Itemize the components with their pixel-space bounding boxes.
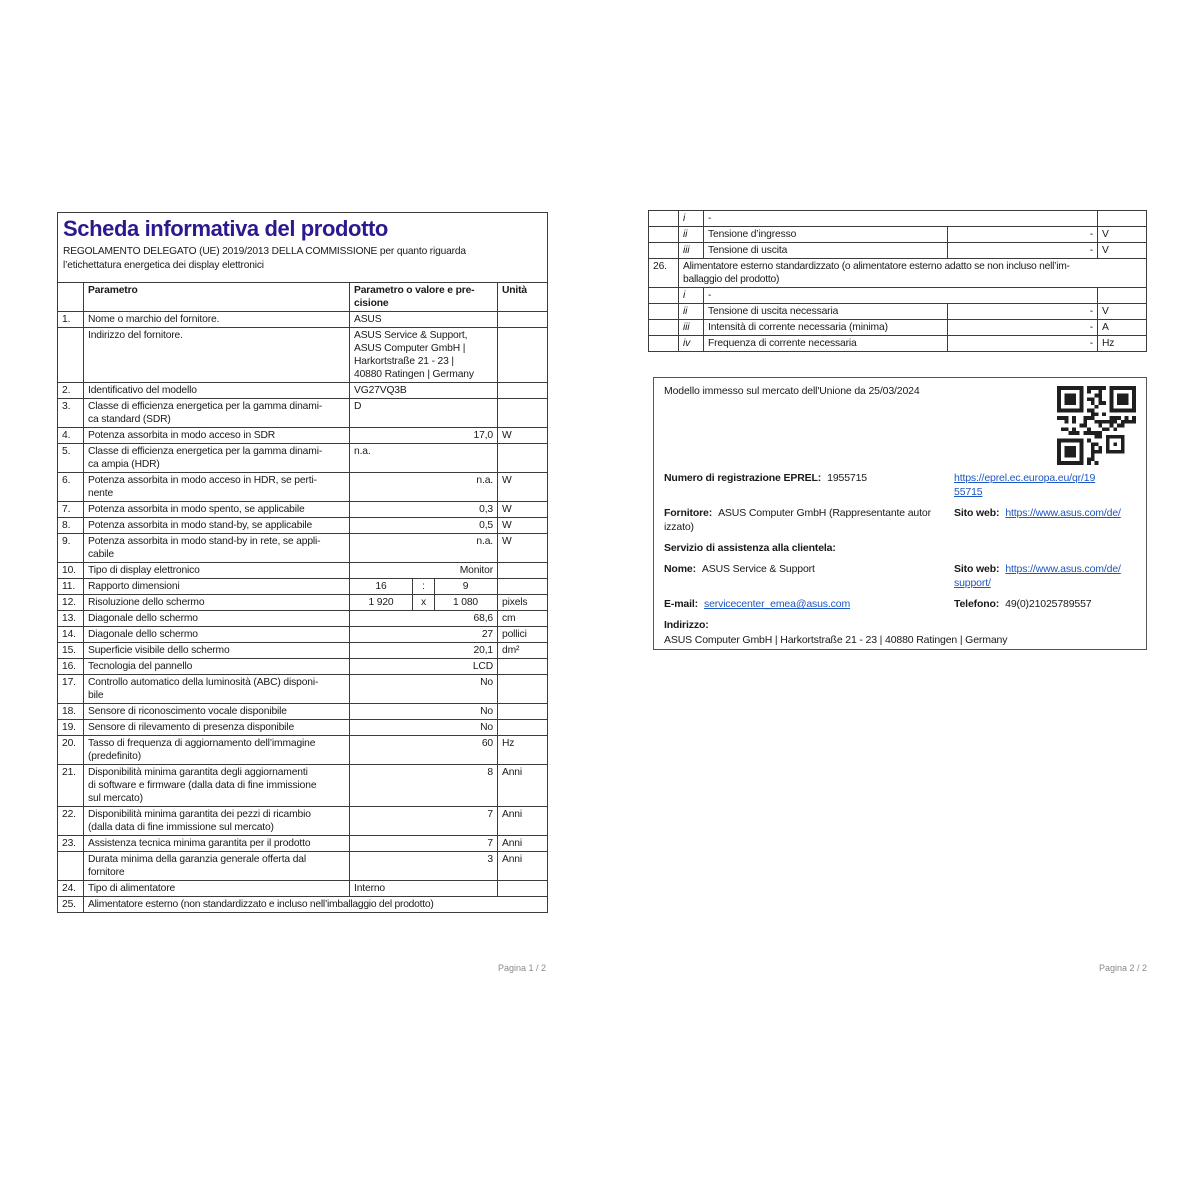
- eprel-label: Numero di registrazione EPREL:: [664, 472, 822, 484]
- value-cell: -: [948, 336, 1098, 351]
- website-link-1[interactable]: https://www.asus.com/de/: [1005, 507, 1121, 519]
- param-cell: Nome o marchio del fornitore.: [84, 312, 350, 327]
- supplier-cell: [664, 506, 954, 534]
- param-cell: Classe di efficienza energetica per la gamma dinami- ca ampia (HDR): [84, 444, 350, 472]
- table-row: [649, 319, 1146, 335]
- value-cell: -: [948, 304, 1098, 319]
- ratio-part: 16: [375, 581, 387, 592]
- value-cell: Monitor: [350, 563, 498, 578]
- table-row: [649, 303, 1146, 319]
- unit-cell: W: [502, 536, 512, 547]
- value-cell: n.a.: [350, 444, 498, 472]
- ratio-part: 1 080: [434, 595, 496, 610]
- email-link[interactable]: servicecenter_emea@asus.com: [703, 598, 851, 610]
- unit-cell: Hz: [1102, 338, 1115, 349]
- param-cell: Identificativo del modello: [84, 383, 350, 398]
- supplier-value: ASUS Computer GmbH (Rappresentante autor izzato): [664, 507, 931, 533]
- table-row: [58, 533, 547, 562]
- param-cell: Intensità di corrente necessaria (minima): [704, 320, 948, 335]
- website-cell-1: [954, 506, 1136, 534]
- row-number: 15.: [58, 643, 84, 658]
- info-box: [653, 377, 1147, 650]
- table-row: [58, 719, 547, 735]
- param-cell: Diagonale dello schermo: [84, 611, 350, 626]
- value-cell: Interno: [350, 881, 498, 896]
- table-row: [58, 658, 547, 674]
- market-entry-note: Modello immesso sul mercato dell'Unione da 25/03/2024: [664, 385, 920, 397]
- unit-cell: W: [502, 504, 512, 515]
- unit-cell: Unità: [502, 285, 527, 296]
- table-row: [58, 880, 547, 896]
- row-number: [649, 211, 679, 226]
- eprel-registration: [664, 471, 954, 499]
- unit-cell: Anni: [502, 854, 523, 865]
- unit-cell: [1098, 288, 1146, 303]
- row-letter: iv: [679, 336, 704, 351]
- table-row: [58, 398, 547, 427]
- merged-cell: Alimentatore esterno standardizzato (o alimentatore esterno adatto se non incluso nell’im- ballaggio del prodotto): [683, 261, 1070, 285]
- value-cell: n.a.: [350, 534, 498, 562]
- table-row: [58, 626, 547, 642]
- page-1: [57, 212, 548, 913]
- unit-cell: Anni: [502, 838, 523, 849]
- table-row: [58, 427, 547, 443]
- address-row: [664, 618, 1136, 647]
- row-number: 12.: [58, 595, 84, 610]
- row-number: 13.: [58, 611, 84, 626]
- row-number: 6.: [58, 473, 84, 501]
- unit-cell: [498, 579, 547, 594]
- table-row: [649, 226, 1146, 242]
- row-number: 17.: [58, 675, 84, 703]
- unit-cell: V: [1102, 306, 1109, 317]
- value-cell: 8: [350, 765, 498, 806]
- unit-cell: pixels: [502, 597, 528, 608]
- address-label: Indirizzo:: [664, 619, 709, 631]
- row-number: 7.: [58, 502, 84, 517]
- row-letter: ii: [679, 227, 704, 242]
- unit-cell: cm: [502, 613, 516, 624]
- page-footer-1: Pagina 1 / 2: [497, 963, 546, 973]
- table-row: [58, 735, 547, 764]
- row-number: [649, 227, 679, 242]
- email-cell: [664, 597, 954, 611]
- row-number: 19.: [58, 720, 84, 735]
- service-heading: Servizio di assistenza alla clientela:: [664, 542, 836, 554]
- unit-cell: [498, 720, 547, 735]
- row-number: 3.: [58, 399, 84, 427]
- table-row: [58, 835, 547, 851]
- row-letter: ii: [679, 304, 704, 319]
- unit-cell: [498, 563, 547, 578]
- value-cell: [350, 579, 498, 594]
- table-row: [58, 610, 547, 626]
- param-cell: Disponibilità minima garantita degli aggiornamenti di software e firmware (dalla data di fine immissione sul mercato): [84, 765, 350, 806]
- row-letter: iii: [679, 243, 704, 258]
- value-cell: 0,5: [350, 518, 498, 533]
- value-cell: 0,3: [350, 502, 498, 517]
- row-number: 26.: [649, 259, 679, 287]
- row-number: 24.: [58, 881, 84, 896]
- table-row: [58, 443, 547, 472]
- table-row: [58, 501, 547, 517]
- row-number: 10.: [58, 563, 84, 578]
- unit-cell: [498, 444, 547, 472]
- table-row: [649, 287, 1146, 303]
- supplier-label: Fornitore:: [664, 507, 713, 519]
- value-cell: VG27VQ3B: [350, 383, 498, 398]
- table-row: [58, 594, 547, 610]
- param-cell: Frequenza di corrente necessaria: [704, 336, 948, 351]
- unit-cell: W: [502, 475, 512, 486]
- param-cell: Durata minima della garanzia generale offerta dal fornitore: [84, 852, 350, 880]
- unit-cell: W: [502, 430, 512, 441]
- ratio-part: 1 920: [368, 597, 394, 608]
- name-label: Nome:: [664, 563, 696, 575]
- page-title: Scheda informativa del prodotto: [63, 216, 388, 241]
- table-row: [58, 642, 547, 658]
- value-cell: No: [350, 720, 498, 735]
- table-row: [649, 211, 1146, 226]
- value-cell: LCD: [350, 659, 498, 674]
- row-number: 23.: [58, 836, 84, 851]
- param-cell: Risoluzione dello schermo: [84, 595, 350, 610]
- value-cell: n.a.: [350, 473, 498, 501]
- value-cell: ASUS Service & Support, ASUS Computer GmbH | Harkortstraße 21 - 23 | 40880 Ratingen | Germany: [350, 328, 498, 382]
- merged-cell: Alimentatore esterno (non standardizzato e incluso nell’imballaggio del prodotto): [88, 899, 434, 910]
- row-number: 8.: [58, 518, 84, 533]
- unit-cell: W: [502, 520, 512, 531]
- unit-cell: [498, 659, 547, 674]
- param-cell: Tensione di uscita: [704, 243, 948, 258]
- row-letter: i: [679, 288, 704, 303]
- unit-cell: [498, 312, 547, 327]
- eprel-row: [664, 471, 1136, 499]
- table-row: [649, 335, 1146, 351]
- value-cell: [350, 595, 498, 610]
- row-letter: i: [679, 211, 704, 226]
- continuation-table: [648, 210, 1147, 352]
- row-number: [649, 288, 679, 303]
- param-cell: Rapporto dimensioni: [84, 579, 350, 594]
- value-cell: -: [948, 243, 1098, 258]
- table-row: [58, 517, 547, 533]
- service-name-row: [664, 562, 1136, 590]
- value-cell: Parametro o valore e pre- cisione: [350, 283, 498, 311]
- value-cell: 27: [350, 627, 498, 642]
- unit-cell: [498, 675, 547, 703]
- row-number: [58, 283, 84, 311]
- service-name-cell: [664, 562, 954, 590]
- phone-value: 49(0)21025789557: [1005, 598, 1092, 610]
- row-number: 11.: [58, 579, 84, 594]
- table-row: [58, 382, 547, 398]
- row-number: 21.: [58, 765, 84, 806]
- unit-cell: dm²: [502, 645, 520, 656]
- product-fiche-table: [58, 282, 547, 912]
- param-value-cell: -: [704, 288, 1098, 303]
- qr-code: [1057, 386, 1136, 465]
- param-cell: Potenza assorbita in modo stand-by in rete, se appli- cabile: [84, 534, 350, 562]
- param-cell: Tensione di uscita necessaria: [704, 304, 948, 319]
- unit-cell: pollici: [502, 629, 527, 640]
- unit-cell: [498, 383, 547, 398]
- row-number: 22.: [58, 807, 84, 835]
- table-row: [58, 806, 547, 835]
- table-row: [58, 764, 547, 806]
- table-row: [58, 327, 547, 382]
- value-cell: 3: [350, 852, 498, 880]
- table-row: [58, 703, 547, 719]
- website-label-1: Sito web:: [954, 507, 1000, 519]
- row-number: [649, 320, 679, 335]
- value-cell: ASUS: [350, 312, 498, 327]
- value-cell: 20,1: [350, 643, 498, 658]
- ratio-part: :: [412, 579, 434, 594]
- param-cell: Potenza assorbita in modo acceso in HDR, se perti- nente: [84, 473, 350, 501]
- table-row: [58, 851, 547, 880]
- param-cell: Tipo di alimentatore: [84, 881, 350, 896]
- unit-cell: A: [1102, 322, 1109, 333]
- ratio-part: 9: [434, 579, 496, 594]
- eprel-link-cell: [954, 471, 1136, 499]
- phone-cell: [954, 597, 1136, 611]
- service-heading-row: [664, 541, 1136, 555]
- row-number: 25.: [58, 897, 84, 912]
- row-number: [649, 336, 679, 351]
- unit-cell: [498, 328, 547, 382]
- param-cell: Tasso di frequenza di aggiornamento dell’immagine (predefinito): [84, 736, 350, 764]
- row-number: [58, 852, 84, 880]
- unit-cell: [1098, 211, 1146, 226]
- row-number: [58, 328, 84, 382]
- param-cell: Parametro: [84, 283, 350, 311]
- row-number: 16.: [58, 659, 84, 674]
- param-cell: Potenza assorbita in modo spento, se applicabile: [84, 502, 350, 517]
- param-cell: Disponibilità minima garantita dei pezzi di ricambio (dalla data di fine immissione sul mercato): [84, 807, 350, 835]
- param-cell: Tensione d’ingresso: [704, 227, 948, 242]
- value-cell: No: [350, 675, 498, 703]
- table-row: [58, 311, 547, 327]
- param-value-cell: -: [704, 211, 1098, 226]
- row-number: 5.: [58, 444, 84, 472]
- email-label: E-mail:: [664, 598, 698, 610]
- row-number: 2.: [58, 383, 84, 398]
- param-cell: Diagonale dello schermo: [84, 627, 350, 642]
- param-cell: Classe di efficienza energetica per la gamma dinami- ca standard (SDR): [84, 399, 350, 427]
- row-number: 14.: [58, 627, 84, 642]
- table-row: [58, 578, 547, 594]
- param-cell: Tipo di display elettronico: [84, 563, 350, 578]
- param-cell: Tecnologia del pannello: [84, 659, 350, 674]
- row-letter: iii: [679, 320, 704, 335]
- row-number: [649, 243, 679, 258]
- param-cell: Superficie visibile dello schermo: [84, 643, 350, 658]
- website-link-2[interactable]: https://www.asus.com/de/ support/: [954, 563, 1121, 589]
- value-cell: 7: [350, 807, 498, 835]
- value-cell: -: [948, 320, 1098, 335]
- param-cell: Potenza assorbita in modo acceso in SDR: [84, 428, 350, 443]
- param-cell: Indirizzo del fornitore.: [84, 328, 350, 382]
- value-cell: 60: [350, 736, 498, 764]
- unit-cell: Hz: [502, 738, 515, 749]
- table-row: [649, 258, 1146, 287]
- name-value: ASUS Service & Support: [701, 563, 815, 575]
- address-value: ASUS Computer GmbH | Harkortstraße 21 - 23 | 40880 Ratingen | Germany: [664, 634, 1008, 646]
- param-cell: Sensore di rilevamento di presenza disponibile: [84, 720, 350, 735]
- table-row: [58, 896, 547, 912]
- supplier-row: [664, 506, 1136, 534]
- phone-label: Telefono:: [954, 598, 1000, 610]
- website-label-2: Sito web:: [954, 563, 1000, 575]
- row-number: 4.: [58, 428, 84, 443]
- row-number: 18.: [58, 704, 84, 719]
- value-cell: 7: [350, 836, 498, 851]
- unit-cell: [498, 881, 547, 896]
- eprel-number: 1955715: [827, 472, 867, 484]
- unit-cell: Anni: [502, 809, 523, 820]
- page-footer-2: Pagina 2 / 2: [1098, 963, 1147, 973]
- row-number: 9.: [58, 534, 84, 562]
- unit-cell: [498, 399, 547, 427]
- row-number: [649, 304, 679, 319]
- eprel-link[interactable]: https://eprel.ec.europa.eu/qr/19 55715: [954, 472, 1096, 498]
- unit-cell: [498, 704, 547, 719]
- value-cell: 17,0: [350, 428, 498, 443]
- value-cell: 68,6: [350, 611, 498, 626]
- value-cell: D: [350, 399, 498, 427]
- unit-cell: V: [1102, 245, 1109, 256]
- value-cell: No: [350, 704, 498, 719]
- table-row: [58, 562, 547, 578]
- param-cell: Controllo automatico della luminosità (ABC) disponi- bile: [84, 675, 350, 703]
- unit-cell: Anni: [502, 767, 523, 778]
- website-cell-2: [954, 562, 1136, 590]
- value-cell: -: [948, 227, 1098, 242]
- table-row: [649, 242, 1146, 258]
- param-cell: Sensore di riconoscimento vocale disponibile: [84, 704, 350, 719]
- param-cell: Potenza assorbita in modo stand-by, se applicabile: [84, 518, 350, 533]
- table-row: [58, 472, 547, 501]
- contact-row: [664, 597, 1136, 611]
- param-cell: Assistenza tecnica minima garantita per il prodotto: [84, 836, 350, 851]
- table-row: [58, 674, 547, 703]
- page-subtitle: REGOLAMENTO DELEGATO (UE) 2019/2013 DELLA COMMISSIONE per quanto riguarda l’etichettatura energetica dei display elettronici: [63, 246, 466, 271]
- table-row: [58, 282, 547, 311]
- row-number: 20.: [58, 736, 84, 764]
- unit-cell: V: [1102, 229, 1109, 240]
- row-number: 1.: [58, 312, 84, 327]
- ratio-part: x: [412, 595, 434, 610]
